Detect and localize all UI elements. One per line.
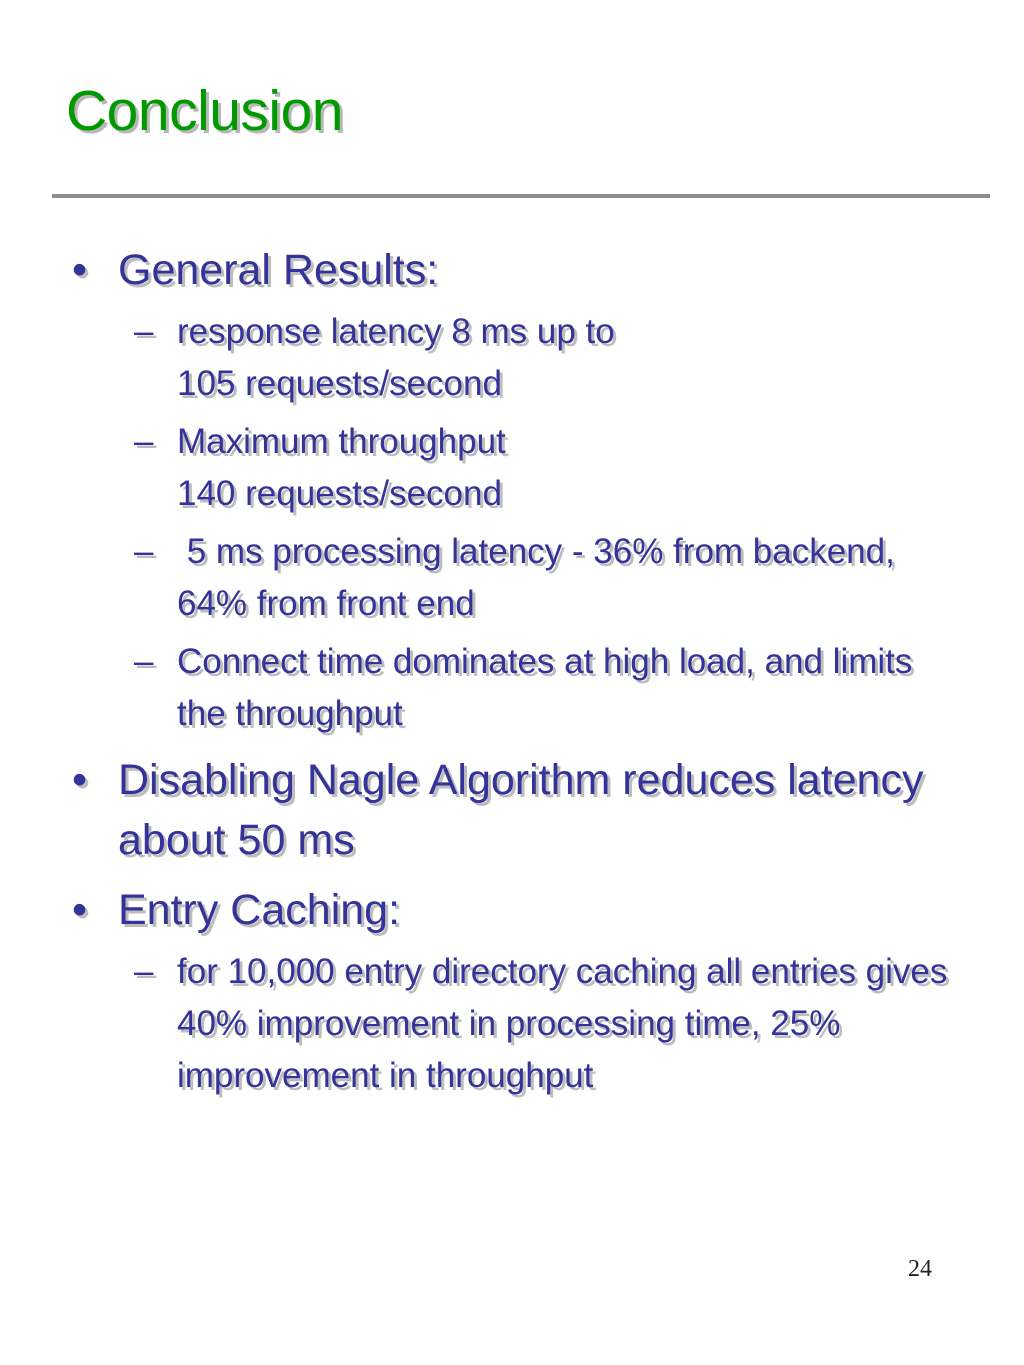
- bullet-disabling-nagle: [66, 750, 966, 870]
- dash-marker: –: [134, 642, 154, 681]
- slide-number: 24: [908, 1256, 932, 1282]
- sub-bullet-text: Maximum throughput 140 requests/second: [177, 422, 506, 513]
- bullet-text: Entry Caching:: [118, 886, 401, 934]
- dash-marker: –: [134, 532, 154, 571]
- sub-bullet-text: for 10,000 entry directory caching all entries gives 40% improvement in processing time, 25% improvement in throughput: [177, 952, 948, 1095]
- bullet-marker: •: [72, 886, 88, 934]
- sub-bullet-text: response latency 8 ms up to 105 requests/second: [177, 312, 615, 403]
- sub-bullet-text: 5 ms processing latency - 36% from backend, 64% from front end: [177, 532, 905, 623]
- sub-bullet-response-latency: [66, 306, 966, 410]
- bullet-text: General Results:: [118, 246, 439, 294]
- sub-bullet-processing-latency: [66, 526, 966, 630]
- sub-bullet-text: Connect time dominates at high load, and limits the throughput: [177, 642, 913, 733]
- sub-bullet-maximum-throughput: [66, 416, 966, 520]
- bullet-marker: •: [72, 756, 88, 804]
- sub-bullet-caching-results: [66, 946, 966, 1102]
- bullet-general-results: [66, 240, 966, 300]
- dash-marker: –: [134, 312, 154, 351]
- slide-body: [66, 240, 966, 1102]
- title-divider: [52, 194, 990, 198]
- bullet-entry-caching: [66, 880, 966, 940]
- dash-marker: –: [134, 422, 154, 461]
- slide-title: Conclusion: [66, 79, 343, 143]
- sub-bullet-connect-time: [66, 636, 966, 740]
- dash-marker: –: [134, 952, 154, 991]
- bullet-text: Disabling Nagle Algorithm reduces latency about 50 ms: [118, 756, 924, 864]
- bullet-marker: •: [72, 246, 88, 294]
